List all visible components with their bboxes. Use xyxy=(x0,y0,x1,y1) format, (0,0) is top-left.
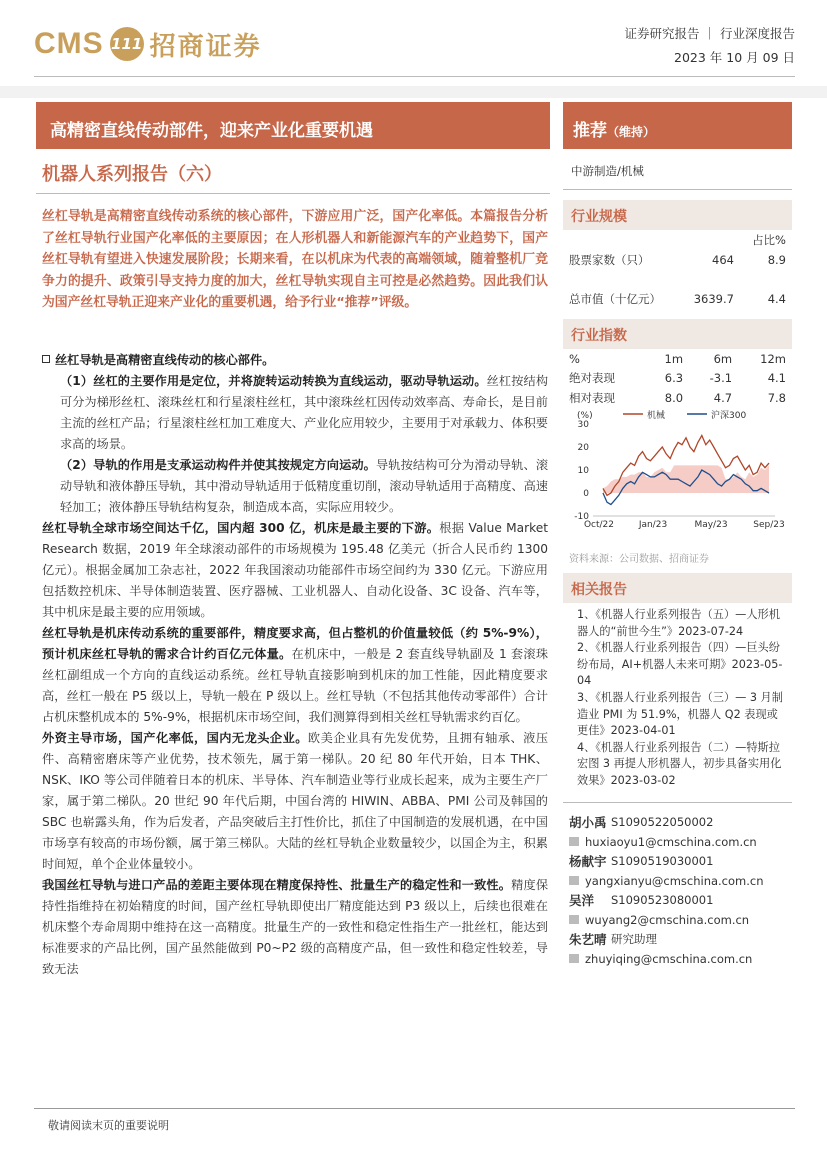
index-cell: 4.7 xyxy=(713,391,733,405)
page-header xyxy=(0,0,827,86)
related-report-item[interactable]: 1、《机器人行业系列报告（五）—人形机器人的“前世今生”》2023-07-24 xyxy=(577,608,780,638)
industry-scale-heading: 行业规模 xyxy=(563,200,792,230)
related-reports-heading: 相关报告 xyxy=(563,573,792,603)
analyst-email[interactable]: wuyang2@cmschina.com.cn xyxy=(585,912,750,927)
report-title: 高精密直线传动部件，迎来产业化重要机遇 xyxy=(36,102,550,149)
chart-y-label: (%) xyxy=(577,411,593,421)
bullet-4-text: 欧美企业具有先发优势，且拥有轴承、液压件、高精密磨床等产业优势，技术领先，属于第一梯队。20 纪 80 年代开始，日本 THK、NSK、IKO 等公司伴随着日本的机床、半导体、汽车制造业等行业成长起来，成为主要生产厂家，属于第二梯队。20 世纪 90 年代后期，中国台湾的 HIWIN、ABBA、PMI 公司及韩国的 SBC 也崭露头角，作为后发者，产品突破后主打性价比，抓住了中国制造的发展机遇，在中国市场享有较高的市场份额，属于第三梯队。大陆的丝杠导轨企业数量较少，以国企为主，积累时间短，单个企业体量较小。 xyxy=(42,731,549,871)
index-chart xyxy=(563,410,792,550)
scale-row-value: 464 xyxy=(712,253,734,267)
index-chart-svg xyxy=(563,410,792,530)
analyst-row xyxy=(569,813,784,833)
index-row-label: 绝对表现 xyxy=(569,371,615,385)
scale-row-value: 3639.7 xyxy=(693,292,734,306)
table-header-row xyxy=(563,349,792,368)
index-header: 6m xyxy=(713,351,733,366)
bullet-3 xyxy=(42,623,548,728)
index-cell: 4.1 xyxy=(767,371,786,385)
scale-row-pct: 8.9 xyxy=(767,253,786,267)
bullet-4 xyxy=(42,728,548,875)
chart-y-tick: 20 xyxy=(577,443,589,453)
email-icon xyxy=(569,954,579,963)
rating-banner xyxy=(563,102,792,149)
table-row xyxy=(563,368,792,388)
subtitle-divider xyxy=(36,193,550,194)
analyst-name: 胡小禹 xyxy=(569,815,607,831)
analyst-id: S1090523080001 xyxy=(611,893,714,908)
bullet-2 xyxy=(42,518,548,623)
table-row xyxy=(563,388,792,408)
analyst-id: 研究助理 xyxy=(611,932,657,947)
scale-header-pct: 占比% xyxy=(752,233,786,247)
chart-relative-area xyxy=(603,465,769,493)
email-icon xyxy=(569,876,579,885)
logo-emblem-icon: 111 xyxy=(110,27,144,61)
analyst-id: S1090522050002 xyxy=(611,815,714,830)
report-body xyxy=(42,350,548,980)
bullet-1-para-1-text: 丝杠按结构可分为梯形丝杠、滚珠丝杠和行星滚柱丝杠，其中滚珠丝杠因传动效率高、寿命长，是目前主流的丝杠产品；行星滚柱丝杠加工难度大、产业化应用较少，主要用于对承载力、体积要求高的场景。 xyxy=(60,374,549,451)
industry-scale-table xyxy=(563,230,792,309)
industry-label: 中游制造/机械 xyxy=(571,164,644,178)
analyst-row xyxy=(569,891,784,911)
sidebar xyxy=(563,102,792,969)
header-band xyxy=(0,86,827,98)
chart-x-tick: Sep/23 xyxy=(753,520,785,530)
chart-x-tick: Jan/23 xyxy=(638,520,668,530)
analyst-name: 朱艺晴 xyxy=(569,932,607,948)
chart-x-tick: Oct/22 xyxy=(583,520,615,530)
analyst-email[interactable]: yangxianyu@cmschina.com.cn xyxy=(585,873,764,888)
industry-index-heading: 行业指数 xyxy=(563,319,792,349)
analyst-name: 杨献宇 xyxy=(569,854,607,870)
legend-label-hs300: 沪深300 xyxy=(711,411,747,421)
cms-logo xyxy=(34,22,262,66)
bullet-3-text: 在机床中，一般是 2 套直线导轨副及 1 套滚珠丝杠副组成一个方向的直线运动系统。丝杠导轨直接影响到机床的加工性能，因此精度要求高，丝杠一般在 P5 级以上，导轨一般在 P 级以上。丝杠导轨（不包括其他传动零部件）合计占机床整机成本的 5%-9%，根据机床市场空间，我们测算得到相关丝杠导轨需求约百亿。 xyxy=(42,647,549,724)
bullet-1-heading: 丝杠导轨是高精密直线传动的核心部件。 xyxy=(55,353,275,367)
bullet-2-heading: 丝杠导轨全球市场空间达千亿，国内超 300 亿，机床是最主要的下游。 xyxy=(42,521,440,535)
related-reports-list xyxy=(563,603,792,790)
rating-label: 推荐 xyxy=(573,121,607,141)
sidebar-divider xyxy=(563,189,792,190)
analyst-email[interactable]: zhuyiqing@cmschina.com.cn xyxy=(585,951,753,966)
document-date: 2023 年 10 月 09 日 xyxy=(674,50,795,65)
bullet-5-heading: 我国丝杠导轨与进口产品的差距主要体现在精度保持性、批量生产的稳定性和一致性。 xyxy=(42,878,512,892)
bullet-1 xyxy=(42,350,548,371)
bullet-5 xyxy=(42,875,548,980)
analyst-name: 吴洋 xyxy=(569,893,595,909)
bullet-1-para-1-heading: （1）丝杠的主要作用是定位，并将旋转运动转换为直线运动，驱动导轨运动。 xyxy=(60,374,487,388)
chart-source: 资料来源：公司数据、招商证券 xyxy=(569,554,709,565)
bullet-4-heading: 外资主导市场，国产化率低，国内无龙头企业。 xyxy=(42,731,308,745)
index-header: % xyxy=(569,351,580,366)
scale-row-label: 总市值（十亿元） xyxy=(569,292,661,306)
rating-note: （维持） xyxy=(607,125,656,139)
related-report-item[interactable]: 3、《机器人行业系列报告（三）— 3 月制造业 PMI 为 51.9%，机器人 Q2 表现或更佳》2023-04-01 xyxy=(577,690,783,738)
footer-note: 敬请阅读末页的重要说明 xyxy=(48,1119,169,1132)
analyst-list xyxy=(563,803,792,969)
analyst-email-row xyxy=(569,832,784,852)
logo-company-name: 招商证券 xyxy=(149,31,262,62)
scale-row-pct: 4.4 xyxy=(767,292,786,306)
checkbox-bullet-icon xyxy=(42,355,50,363)
bullet-2-text: 根据 Value Market Research 数据，2019 年全球滚动部件的市场规模为 195.48 亿美元（折合人民币约 1300 亿元）。根据金属加工杂志社，2022 年我国滚动功能部件市场空间约为 330 亿元。下游应用包括数控机床、半导体制造装置、医疗器械、工业机器人、自动化设备、3C 设备、汽车等，其中机床是最主要的应用领域。 xyxy=(42,521,548,619)
bullet-1-para-1 xyxy=(42,371,548,455)
logo-cms-text: CMS xyxy=(34,27,104,60)
chart-y-tick: -10 xyxy=(574,512,589,522)
index-header: 1m xyxy=(664,351,684,366)
analyst-row xyxy=(569,930,784,950)
analyst-id: S1090519030001 xyxy=(611,854,714,869)
index-cell: -3.1 xyxy=(709,371,733,385)
bullet-3-heading: 丝杠导轨是机床传动系统的重要部件，精度要求高，但占整机的价值量较低（约 5%-9%），预计机床丝杠导轨的需求合计约百亿元体量。 xyxy=(42,626,548,661)
summary-paragraph: 丝杠导轨是高精密直线传动系统的核心部件，下游应用广泛，国产化率低。本篇报告分析了丝杠导轨行业国产化率低的主要原因；在人形机器人和新能源汽车的产业趋势下，国产丝杠导轨有望进入快速发展阶段；长期来看，在以机床为代表的高端领域，随着整机厂竞争力的提升、政策引导支持力度的加大，丝杠导轨实现自主可控是必然趋势。因此我们认为国产丝杠导轨正迎来产业化的重要机遇，给予行业“推荐”评级。 xyxy=(42,209,548,310)
bullet-5-text: 精度保持性指维持在初始精度的时间，国产丝杠导轨即使出厂精度能达到 P3 级以上，后续也很难在机床整个寿命周期中维持在这一高精度。批量生产的一致性和稳定性指生产一批丝杠，能达到标准要求的产品比例，国产虽然能做到 P0~P2 级的高精度产品，但一致性和稳定性较差，导致无法 xyxy=(42,878,549,976)
index-cell: 6.3 xyxy=(664,371,684,385)
email-icon xyxy=(569,837,579,846)
header-divider xyxy=(34,76,795,77)
index-row-label: 相对表现 xyxy=(569,391,615,405)
bullet-1-para-2-heading: （2）导轨的作用是支承运动构件并使其按规定方向运动。 xyxy=(60,458,376,472)
analyst-row xyxy=(569,852,784,872)
analyst-email-row xyxy=(569,910,784,930)
chart-y-tick: 0 xyxy=(583,489,589,499)
document-type: 证券研究报告 ｜ 行业深度报告 xyxy=(624,26,795,41)
report-subtitle: 机器人系列报告（六） xyxy=(42,164,222,185)
email-icon xyxy=(569,915,579,924)
index-cell: 8.0 xyxy=(664,391,684,405)
analyst-email-row xyxy=(569,949,784,969)
table-row xyxy=(563,250,792,270)
index-header: 12m xyxy=(760,351,786,366)
related-report-item[interactable]: 4、《机器人行业系列报告（二）—特斯拉宏图 3 再提人形机器人，初步具备实用化效果》2023-03-02 xyxy=(577,740,782,787)
footer-divider xyxy=(34,1108,795,1109)
related-report-item[interactable]: 2、《机器人行业系列报告（四）—巨头纷纷布局，AI+机器人未来可期》2023-05-04 xyxy=(577,641,783,688)
chart-x-tick: May/23 xyxy=(694,520,728,530)
industry-index-table xyxy=(563,349,792,408)
legend-label-machinery: 机械 xyxy=(647,411,666,421)
index-cell: 7.8 xyxy=(767,391,786,405)
bullet-1-para-2 xyxy=(42,455,548,518)
scale-row-label: 股票家数（只） xyxy=(569,253,650,267)
chart-y-tick: 30 xyxy=(577,420,589,430)
analyst-email[interactable]: huxiaoyu1@cmschina.com.cn xyxy=(585,834,757,849)
chart-y-tick: 10 xyxy=(577,466,589,476)
bullet-1-para-2-text: 导轨按结构可分为滑动导轨、滚动导轨和液体静压导轨，其中滑动导轨适用于低精度重切削，滚动导轨适用于高精度、高速轻加工；液体静压导轨结构复杂，制造成本高，实际应用较少。 xyxy=(60,458,549,514)
analyst-email-row xyxy=(569,871,784,891)
table-row xyxy=(563,289,792,309)
